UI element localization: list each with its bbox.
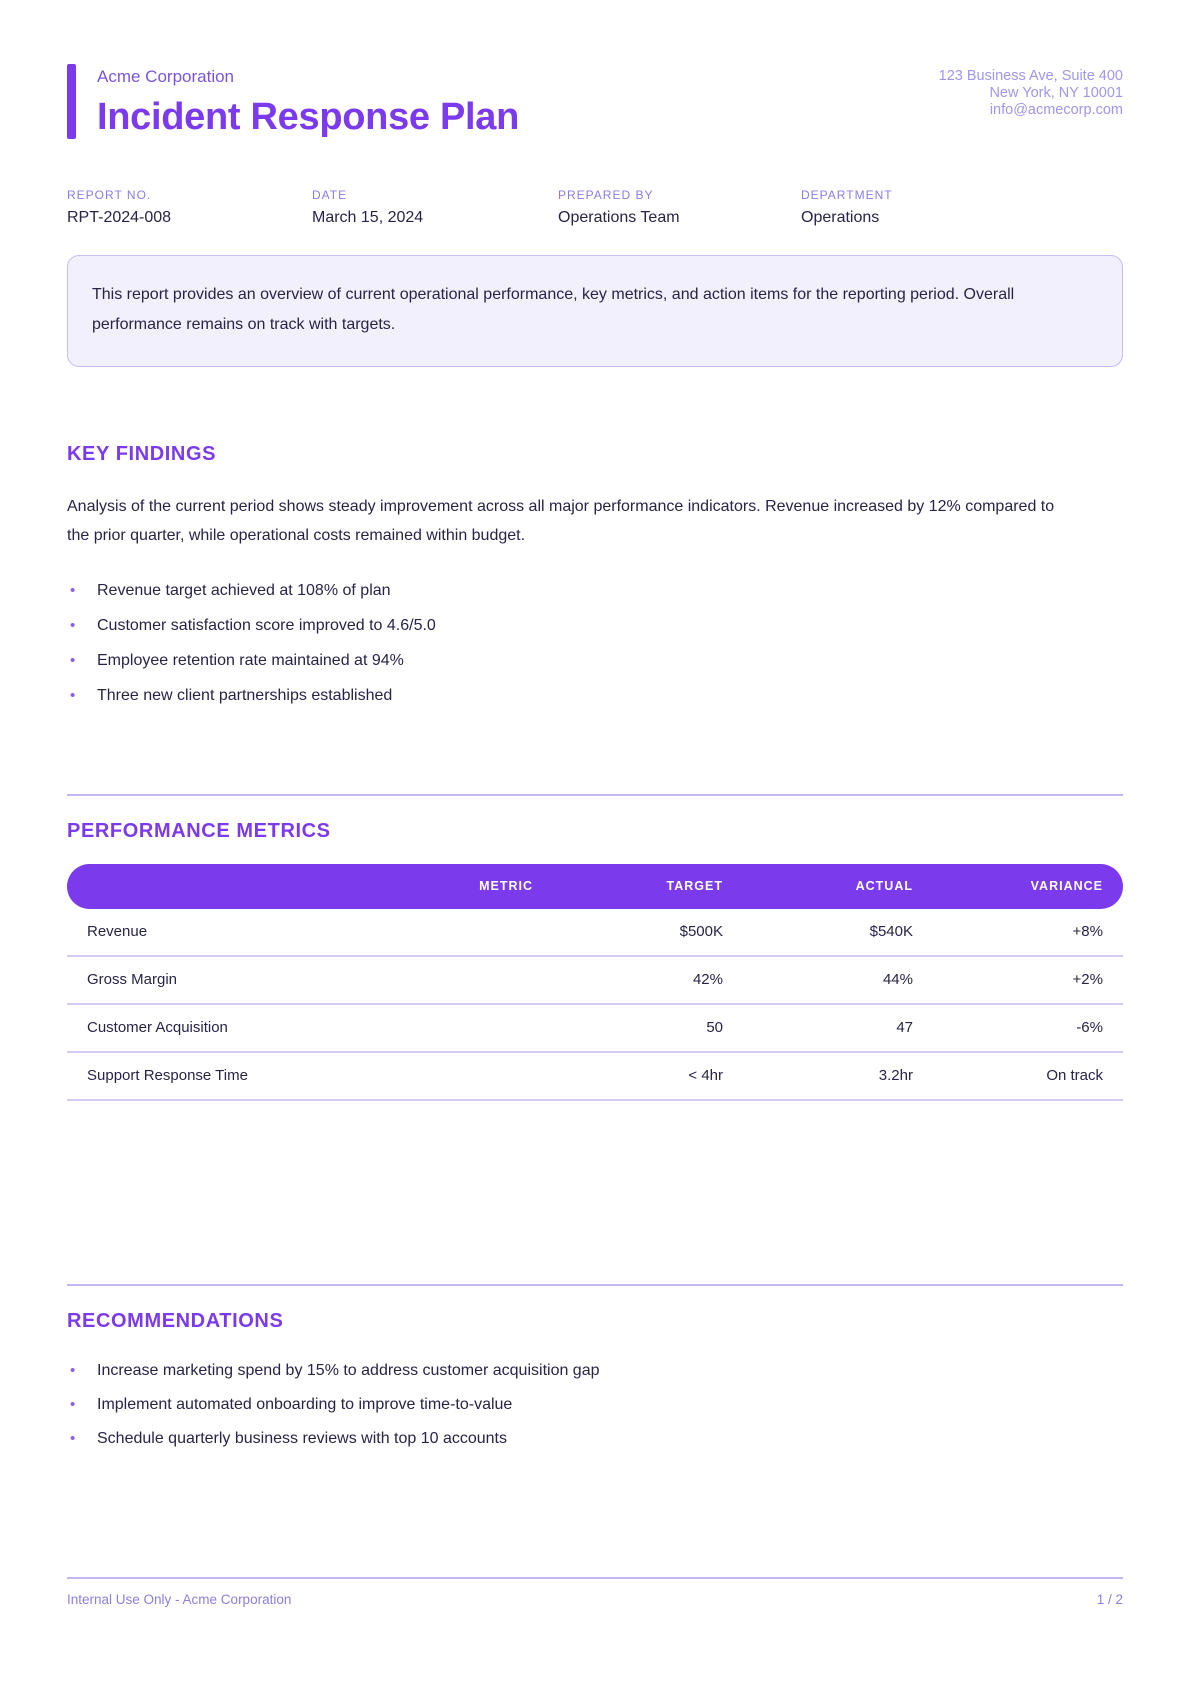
meta-value: RPT-2024-008 [67, 209, 172, 226]
meta-label: DEPARTMENT [801, 188, 893, 202]
recommendations-heading: RECOMMENDATIONS [67, 1309, 284, 1332]
section-divider [67, 1284, 1123, 1286]
bullet-icon: • [70, 652, 76, 670]
bullet-icon: • [70, 1361, 76, 1379]
company-address [939, 68, 1123, 119]
meta-value: March 15, 2024 [312, 209, 424, 226]
actual-cell: 3.2hr [878, 1067, 913, 1085]
table-column-header: METRIC [479, 879, 533, 894]
table-row [67, 957, 1123, 1005]
list-item [67, 1429, 1123, 1448]
bullet-icon: • [70, 1395, 76, 1413]
list-item [67, 1361, 1123, 1380]
table-row [67, 1053, 1123, 1101]
table-column-header: VARIANCE [1030, 879, 1103, 894]
list-item-text: Increase marketing spend by 15% to address customer acquisition gap [97, 1361, 600, 1379]
meta-item [558, 188, 801, 227]
actual-cell: $540K [869, 923, 913, 941]
target-cell: 50 [706, 1019, 723, 1037]
metric-cell: Gross Margin [87, 971, 178, 989]
meta-value: Operations [801, 209, 880, 226]
table-header-row [67, 864, 1123, 909]
list-item-text: Three new client partnerships established [97, 687, 393, 705]
table-body [67, 909, 1123, 1101]
recommendations-list [67, 1361, 1123, 1449]
address-line: info@acmecorp.com [989, 101, 1123, 118]
summary-text: This report provides an overview of current operational performance, key metrics, and action items for the reporting period. Overall performance remains on track with targets. [92, 286, 1015, 333]
table-column-header: ACTUAL [855, 879, 913, 894]
meta-item [67, 188, 312, 227]
table-column-header: TARGET [666, 879, 723, 894]
meta-label: DATE [312, 188, 348, 202]
summary-box [67, 255, 1123, 367]
meta-item [312, 188, 558, 227]
key-findings-list [67, 581, 1123, 706]
bullet-icon: • [70, 616, 76, 634]
list-item [67, 1395, 1123, 1414]
metric-cell: Customer Acquisition [87, 1019, 228, 1037]
list-item-text: Customer satisfaction score improved to 4.6/5.0 [97, 616, 436, 634]
metric-cell: Support Response Time [87, 1067, 248, 1085]
metric-cell: Revenue [87, 923, 148, 941]
report-meta [67, 188, 1123, 227]
report-header [67, 64, 1123, 139]
variance-cell: -6% [1076, 1019, 1103, 1037]
meta-label: PREPARED BY [558, 188, 654, 202]
bullet-icon: • [70, 581, 76, 599]
target-cell: $500K [679, 923, 723, 941]
brand-text [97, 64, 519, 139]
footer-confidentiality: Internal Use Only - Acme Corporation [67, 1592, 292, 1607]
actual-cell: 44% [882, 971, 913, 989]
address-line: 123 Business Ave, Suite 400 [938, 68, 1123, 84]
page-footer [67, 1577, 1123, 1607]
footer-page-number: 1 / 2 [1096, 1592, 1123, 1607]
page-title: Incident Response Plan [97, 96, 520, 138]
list-item-text: Implement automated onboarding to improve time-to-value [97, 1395, 513, 1413]
section-performance-metrics [67, 820, 1123, 1101]
performance-metrics-heading: PERFORMANCE METRICS [67, 819, 331, 842]
section-key-findings [67, 443, 1123, 705]
list-item [67, 616, 1123, 635]
list-item [67, 581, 1123, 600]
table-row [67, 1005, 1123, 1053]
address-line: New York, NY 10001 [989, 84, 1123, 101]
bullet-icon: • [70, 687, 76, 705]
section-recommendations [67, 1310, 1123, 1449]
variance-cell: +8% [1072, 923, 1103, 941]
list-item [67, 686, 1123, 705]
target-cell: 42% [692, 971, 723, 989]
table-row [67, 909, 1123, 957]
key-findings-heading: KEY FINDINGS [67, 443, 217, 466]
meta-value: Operations Team [558, 209, 680, 226]
accent-bar [67, 64, 76, 139]
target-cell: < 4hr [688, 1067, 723, 1085]
actual-cell: 47 [896, 1019, 913, 1037]
list-item-text: Schedule quarterly business reviews with top 10 accounts [97, 1429, 507, 1447]
meta-label: REPORT NO. [67, 188, 152, 202]
list-item-text: Employee retention rate maintained at 94% [97, 652, 404, 670]
variance-cell: +2% [1072, 971, 1103, 989]
variance-cell: On track [1046, 1067, 1103, 1085]
section-divider [67, 794, 1123, 796]
metrics-table [67, 864, 1123, 1101]
company-name: Acme Corporation [97, 67, 235, 86]
meta-item [801, 188, 1123, 227]
bullet-icon: • [70, 1429, 76, 1447]
list-item-text: Revenue target achieved at 108% of plan [97, 581, 391, 599]
list-item [67, 651, 1123, 670]
brand-block [67, 64, 519, 139]
key-findings-paragraph: Analysis of the current period shows steady improvement across all major performance indicators. Revenue increased by 12% compared to the prior quarter, while operational costs remained within budget. [67, 498, 1055, 544]
